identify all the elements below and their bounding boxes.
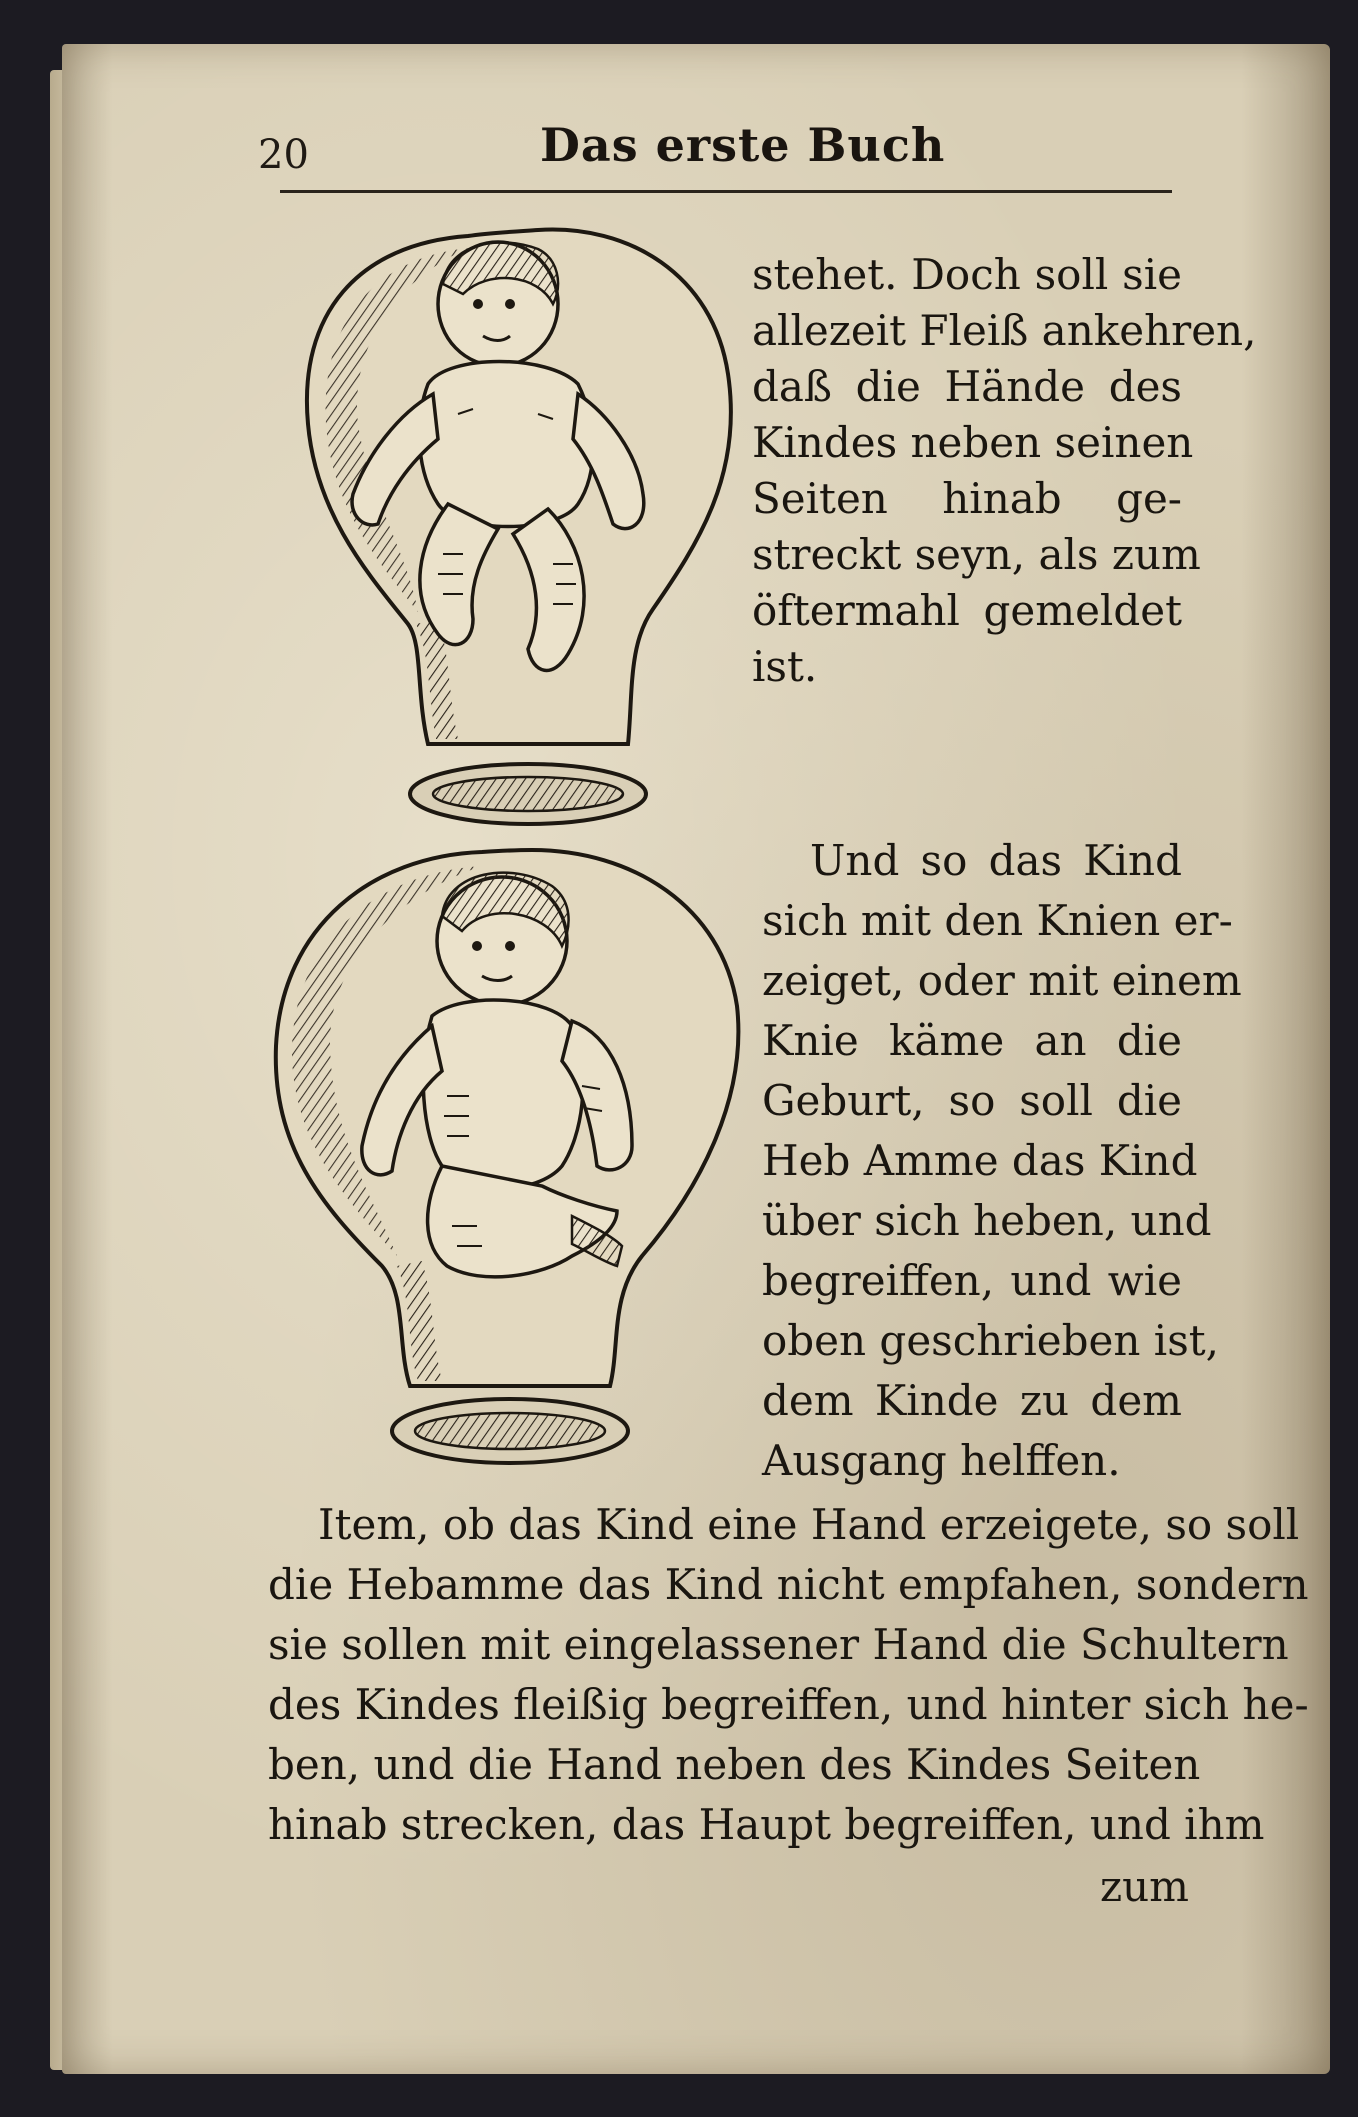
text-line: ben, und die Hand neben des Kindes Seiten: [268, 1740, 1201, 1789]
text-line: hinab strecken, das Haupt begreiffen, und ihm: [268, 1800, 1265, 1849]
text-line: Seiten hinab ge-: [752, 474, 1182, 523]
text-line: über sich heben, und: [762, 1196, 1212, 1245]
text-line: zeiget, oder mit einem: [762, 956, 1242, 1005]
text-line: oben geschrieben ist,: [762, 1316, 1220, 1365]
text-line: dem Kinde zu dem: [762, 1376, 1182, 1425]
running-head: Das erste Buch: [540, 118, 946, 172]
text-line: allezeit Fleiß ankehren,: [752, 306, 1257, 355]
text-line: Kindes neben seinen: [752, 418, 1194, 467]
text-line: begreiffen, und wie: [762, 1256, 1182, 1305]
catchword: zum: [1100, 1862, 1190, 1911]
header-rule: [280, 190, 1172, 193]
text-line: die Hebamme das Kind nicht empfahen, sondern: [268, 1560, 1309, 1609]
text-line: sie sollen mit eingelassener Hand die Schultern: [268, 1620, 1289, 1669]
text-line: daß die Hände des: [752, 362, 1182, 411]
page-number: 20: [258, 132, 309, 178]
woodcut-figure-lower: [272, 846, 752, 1476]
text-line: stehet. Doch soll sie: [752, 250, 1182, 299]
woodcut-figure-upper: [298, 224, 748, 834]
text-line: Und so das Kind: [810, 836, 1182, 885]
text-line: sich mit den Knien er-: [762, 896, 1233, 945]
text-line: streckt seyn, als zum: [752, 530, 1201, 579]
woodcut-infant-kneeling-illustration: [272, 846, 752, 1476]
text-line: Heb Amme das Kind: [762, 1136, 1198, 1185]
text-line: Knie käme an die: [762, 1016, 1182, 1065]
text-line: Item, ob das Kind eine Hand erzeigete, so soll: [318, 1500, 1300, 1549]
text-line: Geburt, so soll die: [762, 1076, 1182, 1125]
woodcut-infant-standing-illustration: [298, 224, 748, 834]
text-line: Ausgang helffen.: [762, 1436, 1121, 1485]
text-line: ist.: [752, 642, 818, 691]
text-line: öftermahl gemeldet: [752, 586, 1182, 635]
text-line: des Kindes fleißig begreiffen, und hinter sich he-: [268, 1680, 1309, 1729]
